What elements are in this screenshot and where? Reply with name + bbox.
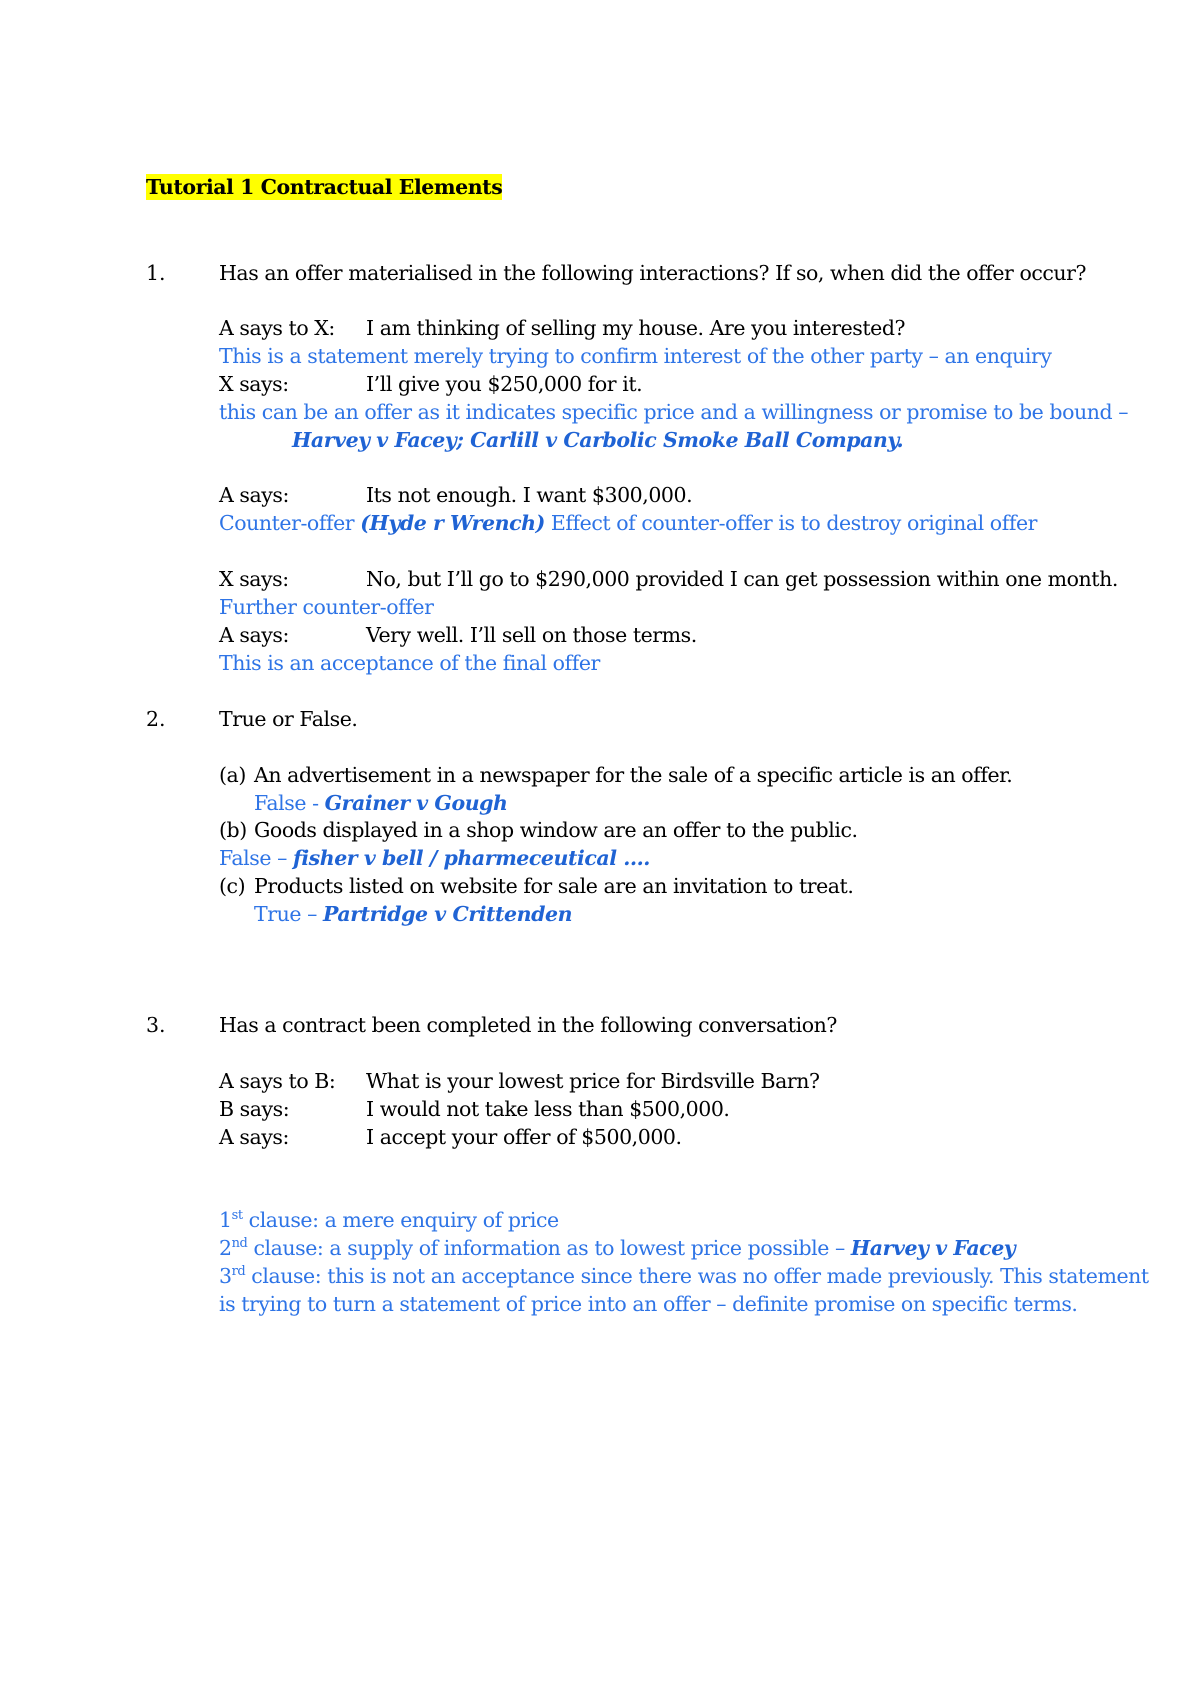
item-text: Products listed on website for sale are an invitation to treat. [254,874,854,898]
answer-text: Counter-offer [219,511,361,535]
dialogue-line [219,482,692,508]
case-citation: Harvey v Facey; Carlill v Carbolic Smoke Ball Company. [292,428,904,452]
list-item [219,762,1012,788]
speaker-label: A says: [219,483,289,507]
item-label: (c) [219,874,246,898]
answer-note [219,845,650,871]
dialogue-line [219,1124,682,1150]
item-text: Goods displayed in a shop window are an offer to the public. [254,818,858,842]
case-citation: (Hyde r Wrench) [360,511,545,535]
speaker-label: A says: [219,623,289,647]
clause-note [219,1235,1015,1261]
dialogue-line [219,1068,820,1094]
answer-note: this can be an offer as it indicates specific price and a willingness or promise to be bound – [219,400,1129,424]
question-1-number: 1. [146,261,166,285]
speech-text: No, but I’ll go to $290,000 provided I can get possession within one month. [366,567,1118,591]
answer-note: Further counter-offer [219,595,434,619]
speaker-label: X says: [219,372,289,396]
speaker-label: B says: [219,1097,290,1121]
speech-text: What is your lowest price for Birdsville Barn? [366,1069,820,1093]
answer-note [219,510,1037,536]
answer-note [254,901,572,927]
speech-text: I accept your offer of $500,000. [366,1125,682,1149]
question-1-text: Has an offer materialised in the following interactions? If so, when did the offer occur? [219,261,1087,285]
question-2-number: 2. [146,707,166,731]
item-label: (b) [219,818,247,842]
answer-text: True – [254,902,323,926]
speaker-label: A says to X: [219,316,335,340]
dialogue-line [219,622,697,648]
speaker-label: A says: [219,1125,289,1149]
answer-text: False - [254,791,325,815]
speech-text: Very well. I’ll sell on those terms. [366,623,697,647]
list-item [219,873,853,899]
list-item [219,817,858,843]
dialogue-line [219,566,1118,592]
clause-text: clause: this is not an acceptance since there was no offer made previously. This statement [245,1264,1149,1288]
speaker-label: X says: [219,567,289,591]
clause-note-continued: is trying to turn a statement of price into an offer – definite promise on specific terms. [219,1292,1078,1316]
speech-text: I would not take less than $500,000. [366,1097,730,1121]
question-3-number: 3. [146,1013,166,1037]
clause-number: 3 [219,1264,232,1288]
answer-note: This is an acceptance of the final offer [219,651,600,675]
answer-note: This is a statement merely trying to confirm interest of the other party – an enquiry [219,344,1052,368]
case-citation: Harvey v Facey [850,1236,1016,1260]
case-citation: Grainer v Gough [324,791,508,815]
dialogue-line [219,1096,730,1122]
clause-note [219,1207,559,1233]
clause-number: 2 [219,1236,232,1260]
item-label: (a) [219,763,246,787]
ordinal-suffix: nd [231,1236,248,1252]
ordinal-suffix: rd [231,1264,246,1280]
speech-text: I’ll give you $250,000 for it. [366,372,643,396]
dialogue-line [219,315,905,341]
speech-text: Its not enough. I want $300,000. [366,483,693,507]
case-citation: Partridge v Crittenden [322,902,573,926]
dialogue-line [219,371,642,397]
clause-text: clause: a supply of information as to lowest price possible – [247,1236,851,1260]
item-text: An advertisement in a newspaper for the sale of a specific article is an offer. [254,763,1013,787]
speech-text: I am thinking of selling my house. Are you interested? [366,316,906,340]
clause-text: clause: a mere enquiry of price [242,1208,559,1232]
question-3-text: Has a contract been completed in the following conversation? [219,1013,837,1037]
document-title: Tutorial 1 Contractual Elements [146,175,503,199]
answer-note [254,790,508,816]
question-2-text: True or False. [219,707,358,731]
speaker-label: A says to B: [219,1069,336,1093]
answer-text: False – [219,846,293,870]
clause-note [219,1263,1149,1289]
clause-number: 1 [219,1208,232,1232]
ordinal-suffix: st [231,1208,243,1224]
case-citation: fisher v bell / pharmeceutical …. [292,846,650,870]
answer-text: Effect of counter-offer is to destroy original offer [544,511,1038,535]
